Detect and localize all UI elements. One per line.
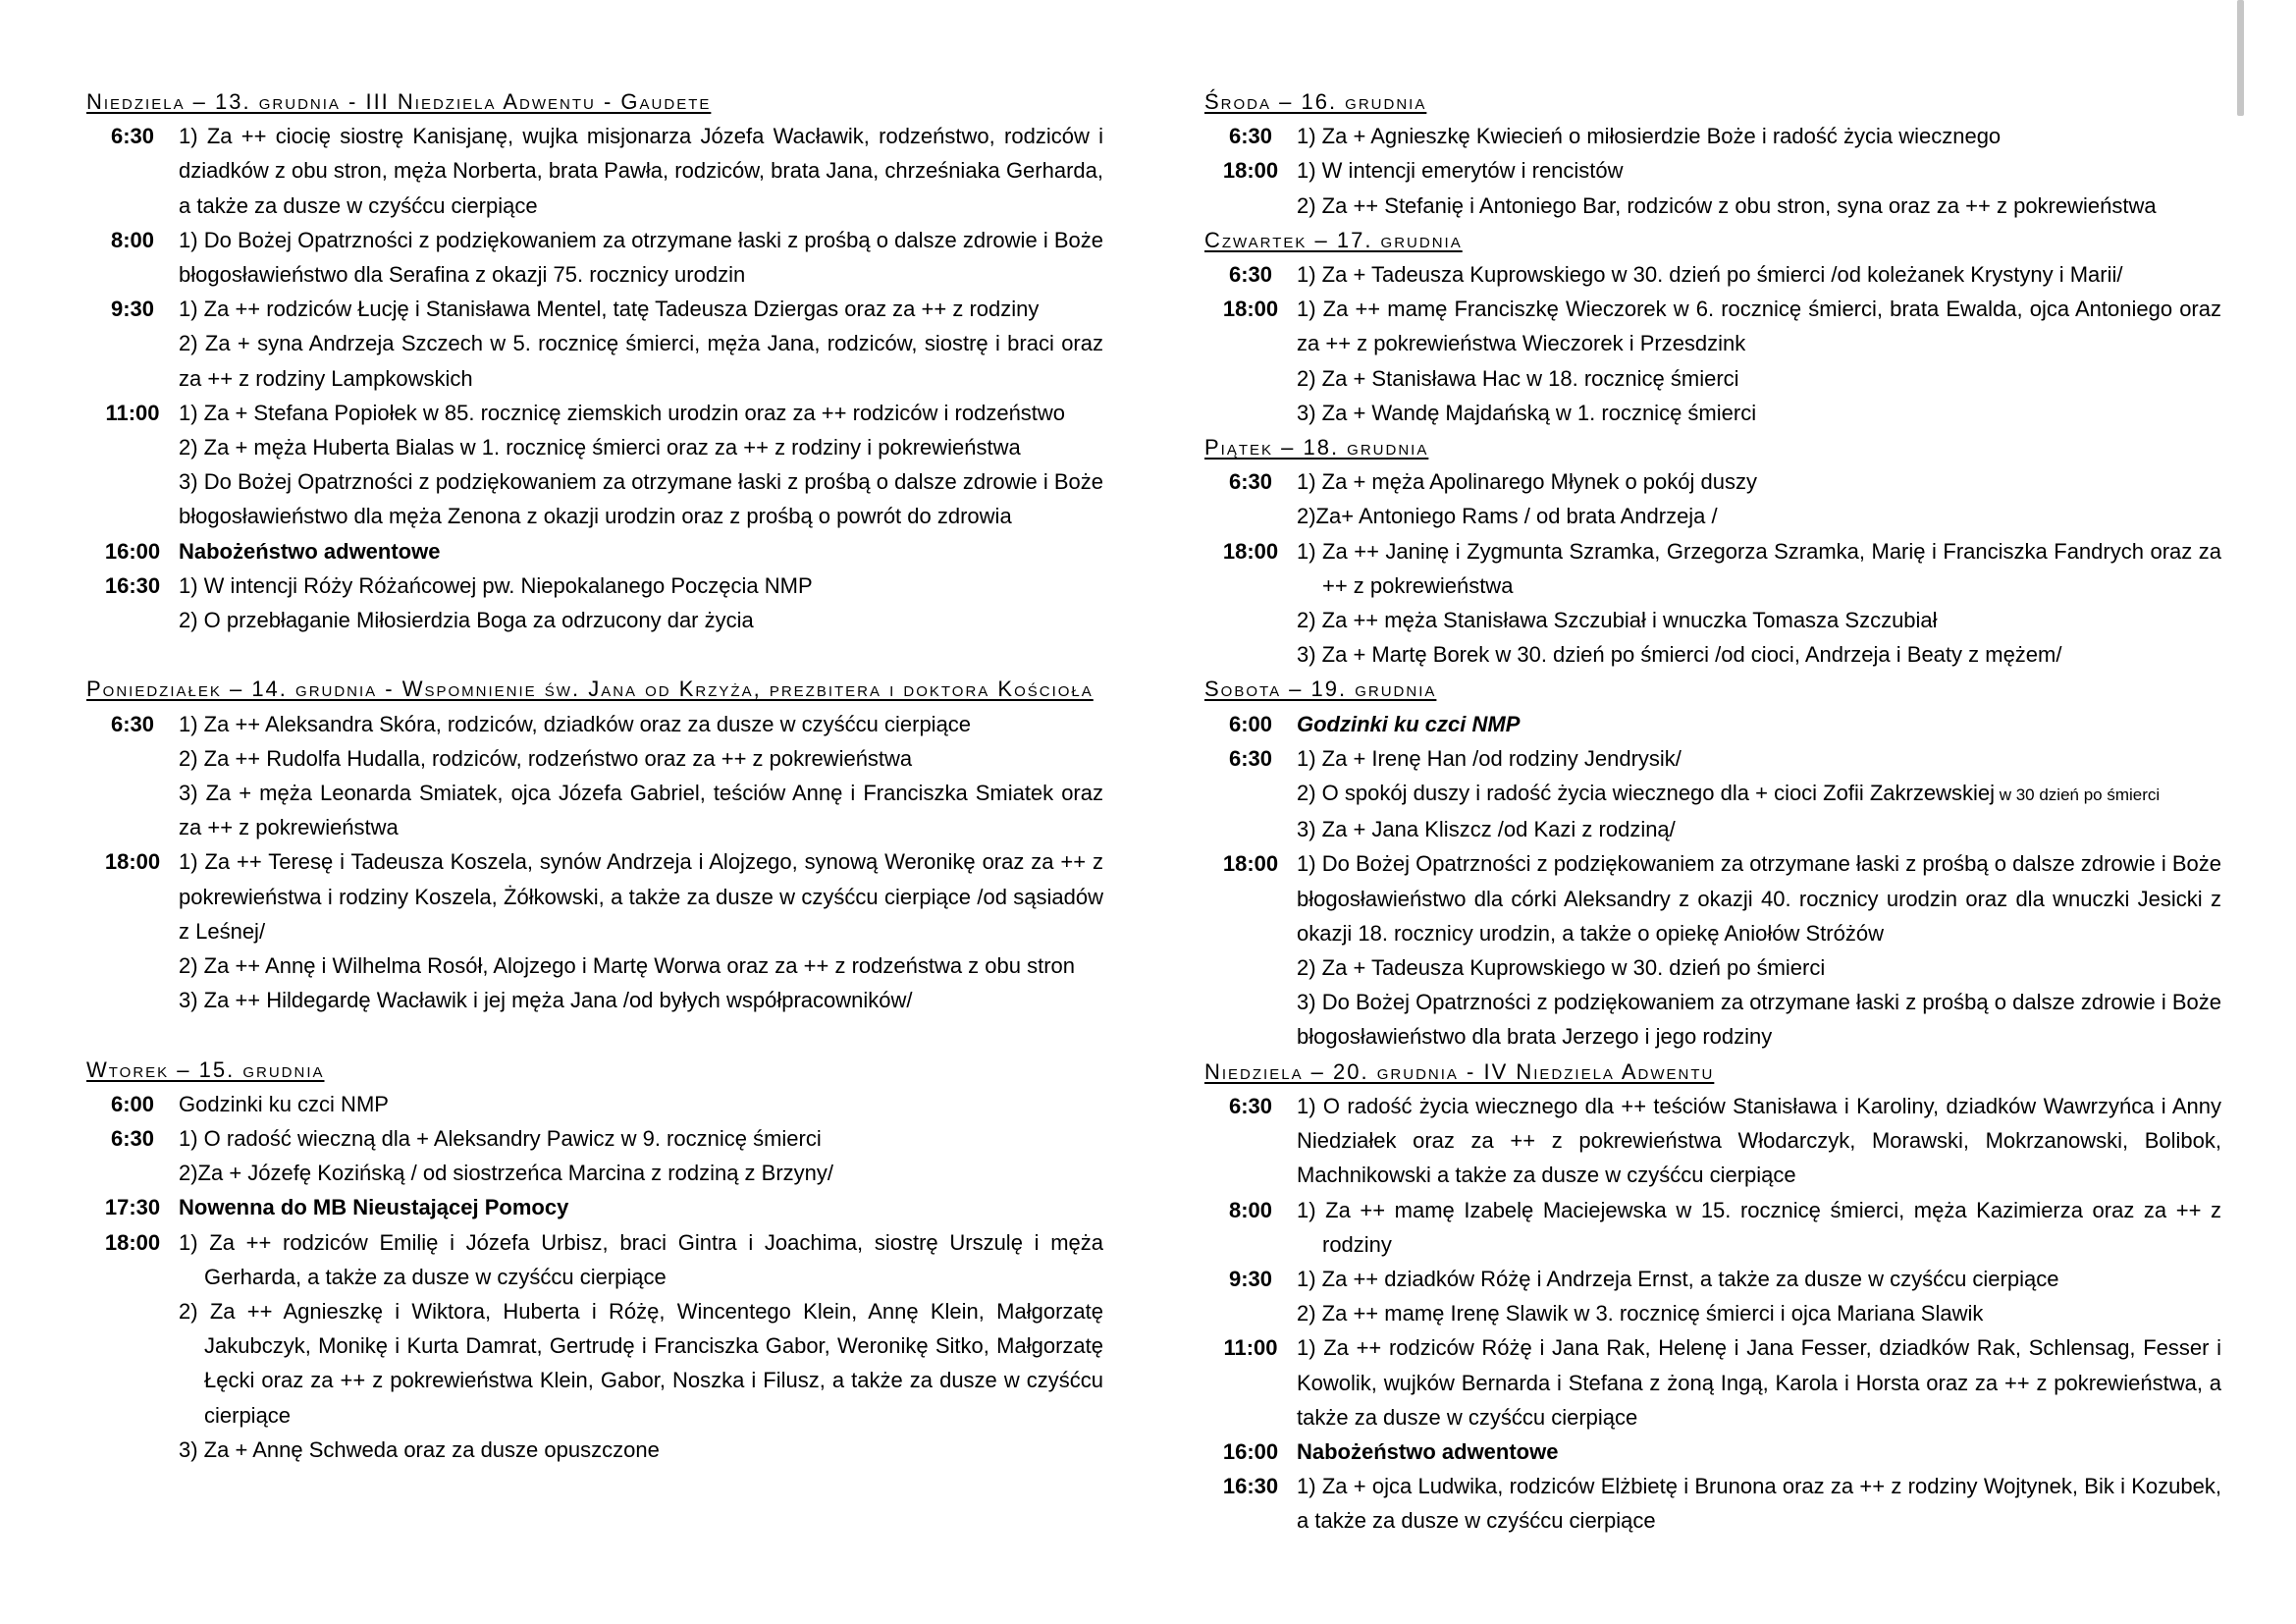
intention-text: 1) Do Bożej Opatrzności z podziękowaniem za otrzymane łaski z prośbą o dalsze zdrowie i Boże błogosławieństwo dla Serafina z okazji 75. rocznicy urodzin <box>179 227 1103 288</box>
mass-time: 9:30 <box>1228 1266 1273 1291</box>
intention-text: 1) Za ++ rodziców Emilię i Józefa Urbisz, braci Gintra i Joachima, siostrę Urszulę i męża Gerharda, a także za dusze w czyśćcu cierpiące <box>179 1229 1103 1289</box>
left-column <box>86 84 1103 1467</box>
mass-entry <box>1204 119 2221 153</box>
intention <box>1297 741 2221 776</box>
mass-entry <box>1204 153 2221 222</box>
intention-text: Nabożeństwo adwentowe <box>179 538 441 564</box>
mass-intentions <box>1297 464 2221 533</box>
intention <box>1297 776 2221 812</box>
intention-text: 1) Za ++ Aleksandra Skóra, rodziców, dziadków oraz za dusze w czyśćcu cierpiące <box>179 711 972 736</box>
mass-intentions <box>1297 707 2221 741</box>
mass-entry <box>1204 292 2221 430</box>
right-column <box>1204 84 2221 1539</box>
intention-text: 1) Za + ojca Ludwika, rodziców Elżbietę i Brunona oraz za ++ z rodziny Wojtynek, Bik i Kozubek, a także za dusze w czyśćcu cierpiące <box>1297 1474 2221 1534</box>
day-section <box>1204 672 2221 1054</box>
day-header: Czwartek – 17. grudnia <box>1204 227 1463 252</box>
mass-time: 6:30 <box>1228 1093 1273 1118</box>
intention <box>1297 1193 2221 1262</box>
intention <box>179 223 1103 292</box>
mass-intentions <box>179 707 1103 845</box>
mass-time: 11:00 <box>1223 1335 1278 1361</box>
intention <box>1297 292 2221 360</box>
mass-entry <box>86 396 1103 534</box>
intention-text: 2) Za + męża Huberta Bialas w 1. rocznicę śmierci oraz za ++ z rodziny i pokrewieństwa <box>179 435 1021 460</box>
day-section <box>86 84 1103 637</box>
mass-time: 6:30 <box>110 1126 155 1152</box>
intention <box>179 1087 1103 1121</box>
intention <box>179 1225 1103 1294</box>
intention-text: 1) Za + Irenę Han /od rodziny Jendrysik/ <box>1297 745 1682 771</box>
mass-intentions <box>179 1225 1103 1467</box>
mass-time: 6:00 <box>110 1091 155 1116</box>
intention <box>179 983 1103 1017</box>
intention <box>1297 637 2221 672</box>
day-section <box>1204 430 2221 672</box>
intention-text: 1) Za + Tadeusza Kuprowskiego w 30. dzień po śmierci /od koleżanek Krystyny i Marii/ <box>1297 262 2123 288</box>
mass-intentions <box>1297 534 2221 673</box>
mass-time: 16:00 <box>104 538 161 564</box>
day-section <box>1204 84 2221 223</box>
intention <box>1297 396 2221 430</box>
intention <box>1297 707 2221 741</box>
intention <box>179 1433 1103 1467</box>
intention-text: 1) Za + Stefana Popiołek w 85. rocznicę ziemskich urodzin oraz za ++ rodziców i rodzeństwo <box>179 400 1066 425</box>
intention-text: 3) Za + Martę Borek w 30. dzień po śmierci /od cioci, Andrzeja i Beaty z mężem/ <box>1297 642 2062 668</box>
mass-intentions <box>1297 153 2221 222</box>
intention <box>179 568 1103 603</box>
intention <box>179 292 1103 326</box>
mass-entry <box>1204 707 2221 741</box>
intention-text: 2) O spokój duszy i radość życia wiecznego dla + cioci Zofii Zakrzewskiej <box>1297 781 1995 806</box>
mass-entry <box>86 1121 1103 1190</box>
mass-intentions <box>1297 1330 2221 1435</box>
intention-text: 1) Za + męża Apolinarego Młynek o pokój duszy <box>1297 469 1757 495</box>
mass-entry <box>86 1087 1103 1121</box>
mass-time: 6:30 <box>1228 745 1273 771</box>
mass-intentions <box>179 1190 1103 1224</box>
intention-text: 2) Za + Stanisława Hac w 18. rocznicę śmierci <box>1297 365 1739 391</box>
mass-entry <box>1204 464 2221 533</box>
mass-entry <box>1204 1089 2221 1193</box>
intention-text: 3) Za ++ Hildegardę Wacławik i jej męża Jana /od byłych współpracowników/ <box>179 988 913 1013</box>
intention <box>1297 812 2221 846</box>
mass-intentions <box>179 223 1103 292</box>
mass-entry <box>1204 1435 2221 1469</box>
intention <box>1297 499 2221 533</box>
intention <box>1297 950 2221 985</box>
mass-entry <box>1204 257 2221 292</box>
intention-text: 1) Za ++ rodziców Łucję i Stanisława Mentel, tatę Tadeusza Dziergas oraz za ++ z rodziny <box>179 297 1040 322</box>
mass-time: 6:30 <box>1228 262 1273 288</box>
intention-text: 1) Do Bożej Opatrzności z podziękowaniem za otrzymane łaski z prośbą o dalsze zdrowie i Boże błogosławieństwo dla córki Aleksandry z okazji 40. rocznicy urodzin oraz dla wnuczki Jesicki z okazji 18. rocznicy urodzin, a także o opiekę Aniołów Stróżów <box>1297 851 2221 946</box>
intention <box>179 1190 1103 1224</box>
mass-entry <box>1204 1262 2221 1330</box>
intention <box>1297 603 2221 637</box>
intention <box>179 1294 1103 1433</box>
mass-time: 18:00 <box>1222 158 1279 184</box>
intention <box>1297 846 2221 950</box>
intention <box>179 119 1103 223</box>
mass-entry <box>86 707 1103 845</box>
intention-text: 1) W intencji emerytów i rencistów <box>1297 158 1624 184</box>
intention <box>179 1156 1103 1190</box>
intention-text: 3) Za + Wandę Majdańską w 1. rocznicę śmierci <box>1297 400 1757 425</box>
mass-intentions <box>179 534 1103 568</box>
intention <box>1297 119 2221 153</box>
mass-time: 6:30 <box>110 124 155 149</box>
intention-note: w 30 dzień po śmierci <box>1995 785 2161 805</box>
section-spacer <box>86 637 1103 672</box>
day-header: Sobota – 19. grudnia <box>1204 677 1437 702</box>
intention <box>1297 1435 2221 1469</box>
mass-entry <box>1204 741 2221 847</box>
day-header: Niedziela – 20. grudnia - IV Niedziela Adwentu <box>1204 1058 1715 1084</box>
intention <box>1297 257 2221 292</box>
intention <box>1297 985 2221 1054</box>
day-header: Środa – 16. grudnia <box>1204 89 1427 114</box>
intention-text: Godzinki ku czci NMP <box>179 1091 389 1116</box>
mass-intentions <box>179 292 1103 396</box>
mass-intentions <box>1297 1469 2221 1538</box>
intention-text: 1) O radość wieczną dla + Aleksandry Pawicz w 9. rocznicę śmierci <box>179 1126 822 1152</box>
mass-time: 17:30 <box>104 1195 161 1220</box>
intention <box>1297 153 2221 188</box>
mass-time: 8:00 <box>1228 1197 1273 1222</box>
day-section <box>1204 1055 2221 1539</box>
mass-intentions <box>1297 741 2221 847</box>
day-header: Poniedziałek – 14. grudnia - Wspomnienie św. Jana od Krzyża, prezbitera i doktora Kościoła <box>86 677 1094 702</box>
intention-text: 1) Za ++ mamę Izabelę Maciejewska w 15. rocznicę śmierci, męża Kazimierza oraz za ++ z rodziny <box>1297 1197 2221 1257</box>
intention-text: 2) Za ++ Stefanię i Antoniego Bar, rodziców z obu stron, syna oraz za ++ z pokrewieństwa <box>1297 192 2157 218</box>
mass-time: 9:30 <box>110 297 155 322</box>
mass-entry <box>86 568 1103 637</box>
day-header: Niedziela – 13. grudnia - III Niedziela Adwentu - Gaudete <box>86 89 712 114</box>
intention <box>179 464 1103 533</box>
mass-time: 6:30 <box>1228 469 1273 495</box>
intention-text: 2)Za+ Antoniego Rams / od brata Andrzeja / <box>1297 504 1718 529</box>
intention <box>179 396 1103 430</box>
intention <box>179 603 1103 637</box>
intention-text: 1) W intencji Róży Różańcowej pw. Niepokalanego Poczęcia NMP <box>179 572 813 598</box>
intention <box>179 741 1103 776</box>
mass-entry <box>86 223 1103 292</box>
intention <box>1297 189 2221 223</box>
mass-intentions <box>1297 1262 2221 1330</box>
intention <box>179 534 1103 568</box>
mass-time: 18:00 <box>1222 538 1279 564</box>
intention-text: 3) Do Bożej Opatrzności z podziękowaniem za otrzymane łaski z prośbą o dalsze zdrowie i Boże błogosławieństwo dla męża Zenona z okazji urodzin oraz z prośbą o powrót do zdrowia <box>179 469 1103 529</box>
intention <box>179 776 1103 844</box>
intention <box>179 430 1103 464</box>
intention-text: 2)Za + Józefę Kozińską / od siostrzeńca Marcina z rodziną z Brzyny/ <box>179 1161 834 1186</box>
intention <box>179 326 1103 395</box>
intention <box>179 844 1103 948</box>
day-header: Wtorek – 15. grudnia <box>86 1056 325 1082</box>
section-spacer <box>86 1017 1103 1052</box>
intention <box>1297 534 2221 603</box>
day-section <box>86 672 1103 1017</box>
day-section <box>86 1053 1103 1467</box>
intention-text: 2) Za ++ Annę i Wilhelma Rosół, Alojzego i Martę Worwa oraz za ++ z rodzeństwa z obu stron <box>179 953 1076 979</box>
intention-text: 2) Za ++ Rudolfa Hudalla, rodziców, rodzeństwo oraz za ++ z pokrewieństwa <box>179 745 913 771</box>
mass-intentions <box>179 119 1103 223</box>
mass-intentions <box>179 844 1103 1017</box>
mass-intentions <box>179 396 1103 534</box>
mass-entry <box>86 844 1103 1017</box>
mass-intentions <box>1297 292 2221 430</box>
intention-text: 1) Za ++ Janinę i Zygmunta Szramka, Grzegorza Szramka, Marię i Franciszka Fandrych oraz za ++ z pokrewieństwa <box>1297 538 2221 598</box>
mass-time: 6:00 <box>1228 711 1273 736</box>
day-header: Piątek – 18. grudnia <box>1204 435 1429 460</box>
intention <box>1297 361 2221 396</box>
intention-text: 1) Za ++ ciocię siostrę Kanisjanę, wujka misjonarza Józefa Wacławik, rodzeństwo, rodziców i dziadków z obu stron, męża Norberta, brata Pawła, rodziców, brata Jana, chrześniaka Gerharda, a także za dusze w czyśćcu cierpiące <box>179 124 1103 218</box>
intention-text: 3) Do Bożej Opatrzności z podziękowaniem za otrzymane łaski z prośbą o dalsze zdrowie i Boże błogosławieństwo dla brata Jerzego i jego rodziny <box>1297 990 2221 1050</box>
intention <box>1297 1330 2221 1435</box>
intention-text: 2) Za ++ Agnieszkę i Wiktora, Huberta i Różę, Wincentego Klein, Annę Klein, Małgorzatę Jakubczyk, Monikę i Kurta Damrat, Gertrudę i Franciszka Gabor, Weronikę Sitko, Małgorzatę Łęcki oraz za ++ z pokrewieństwa Klein, Gabor, Noszka i Filusz, a także za dusze w czyśćcu cierpiące <box>179 1299 1103 1428</box>
mass-time: 16:00 <box>1222 1438 1279 1464</box>
mass-entry <box>86 1225 1103 1467</box>
mass-intentions <box>1297 1193 2221 1262</box>
mass-time: 18:00 <box>104 849 161 875</box>
mass-intentions <box>179 568 1103 637</box>
mass-time: 16:30 <box>104 572 161 598</box>
mass-entry <box>86 119 1103 223</box>
intention-text: 1) Za ++ rodziców Różę i Jana Rak, Helenę i Jana Fesser, dziadków Rak, Schlensag, Fesser i Kowolik, wujków Bernarda i Stefana z żoną Ingą, Karola i Horsta oraz za ++ z pokrewieństwa, a także za dusze w czyśćcu cierpiące <box>1297 1335 2221 1430</box>
mass-time: 6:30 <box>1228 124 1273 149</box>
intention-text: 1) Za ++ Teresę i Tadeusza Koszela, synów Andrzeja i Alojzego, synową Weronikę oraz za ++ z pokrewieństwa i rodziny Koszela, Żółkowski, a także za dusze w czyśćcu cierpiące /od sąsiadów z Leśnej/ <box>179 849 1103 944</box>
mass-entry <box>1204 846 2221 1054</box>
intention-text: 2) Za ++ męża Stanisława Szczubiał i wnuczka Tomasza Szczubiał <box>1297 608 1938 633</box>
intention-text: 2) Za + Tadeusza Kuprowskiego w 30. dzień po śmierci <box>1297 955 1826 981</box>
mass-entry <box>1204 1469 2221 1538</box>
intention-text: 2) Za ++ mamę Irenę Slawik w 3. rocznicę śmierci i ojca Mariana Slawik <box>1297 1301 1984 1326</box>
mass-entry <box>1204 1193 2221 1262</box>
mass-intentions <box>1297 257 2221 292</box>
mass-time: 8:00 <box>110 227 155 252</box>
mass-entry <box>86 1190 1103 1224</box>
mass-intentions <box>1297 1089 2221 1193</box>
intention-text: Godzinki ku czci NMP <box>1297 711 1521 736</box>
mass-entry <box>86 292 1103 396</box>
intention-text: 2) Za + syna Andrzeja Szczech w 5. rocznicę śmierci, męża Jana, rodziców, siostrę i braci oraz za ++ z rodziny Lampkowskich <box>179 331 1103 391</box>
mass-time: 16:30 <box>1222 1474 1279 1499</box>
intention-text: 3) Za + Jana Kliszcz /od Kazi z rodziną/ <box>1297 817 1676 842</box>
intention <box>1297 1469 2221 1538</box>
mass-time: 18:00 <box>1222 851 1279 877</box>
intention-text: Nowenna do MB Nieustającej Pomocy <box>179 1195 569 1220</box>
mass-entry <box>86 534 1103 568</box>
intention-text: 1) Za ++ mamę Franciszkę Wieczorek w 6. rocznicę śmierci, brata Ewalda, ojca Antoniego oraz za ++ z pokrewieństwa Wieczorek i Przesdzink <box>1297 297 2221 356</box>
intention-text: 1) Za + Agnieszkę Kwiecień o miłosierdzie Boże i radość życia wiecznego <box>1297 124 2002 149</box>
mass-intentions <box>1297 119 2221 153</box>
mass-intentions <box>179 1087 1103 1121</box>
intention-text: 1) Za ++ dziadków Różę i Andrzeja Ernst, a także za dusze w czyśćcu cierpiące <box>1297 1266 2059 1291</box>
mass-intentions <box>179 1121 1103 1190</box>
intention-text: 1) O radość życia wiecznego dla ++ teściów Stanisława i Karoliny, dziadków Wawrzyńca i Anny Niedziałek oraz za ++ z pokrewieństwa Włodarczyk, Morawski, Mokrzanowski, Bolibok, Machnikowski a także za dusze w czyśćcu cierpiące <box>1297 1093 2221 1188</box>
mass-entry <box>1204 1330 2221 1435</box>
intention <box>1297 1296 2221 1330</box>
mass-time: 6:30 <box>110 711 155 736</box>
intention <box>1297 1089 2221 1193</box>
intention-text: 2) O przebłaganie Miłosierdzia Boga za odrzucony dar życia <box>179 608 754 633</box>
mass-time: 18:00 <box>104 1229 161 1255</box>
mass-intentions <box>1297 1435 2221 1469</box>
intention <box>179 707 1103 741</box>
day-section <box>1204 223 2221 430</box>
vertical-scrollbar[interactable] <box>2237 0 2244 116</box>
intention-text: 3) Za + Annę Schweda oraz za dusze opuszczone <box>179 1436 660 1462</box>
mass-time: 11:00 <box>105 400 160 425</box>
intention <box>179 1121 1103 1156</box>
intention-text: 3) Za + męża Leonarda Smiatek, ojca Józefa Gabriel, teściów Annę i Franciszka Smiatek oraz za ++ z pokrewieństwa <box>179 781 1103 840</box>
mass-entry <box>1204 534 2221 673</box>
mass-time: 18:00 <box>1222 297 1279 322</box>
intention-text: Nabożeństwo adwentowe <box>1297 1438 1559 1464</box>
mass-intentions <box>1297 846 2221 1054</box>
intention <box>179 948 1103 983</box>
intention <box>1297 464 2221 499</box>
intention <box>1297 1262 2221 1296</box>
